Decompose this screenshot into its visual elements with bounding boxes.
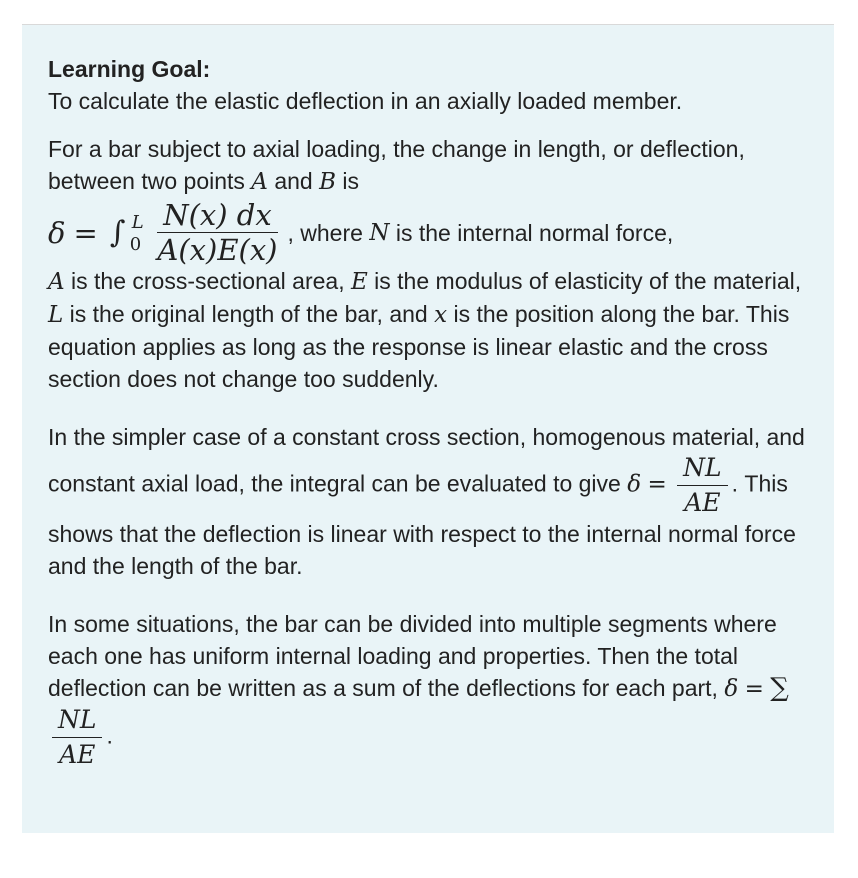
integral-lower-limit: 0	[129, 233, 142, 255]
integral-fraction	[151, 200, 283, 265]
delta-symbol: δ	[48, 215, 66, 250]
fraction-numerator: N(x) dx	[157, 200, 278, 233]
paragraph-variable-definitions	[48, 265, 808, 395]
p1-after-formula-2: is the internal normal force,	[395, 219, 674, 246]
fraction-numerator-3: NL	[52, 705, 102, 738]
fraction-numerator-2: NL	[677, 453, 727, 486]
symbol-modulus: E	[350, 269, 368, 295]
delta-symbol-3: δ	[724, 676, 739, 702]
symbol-b: B	[319, 169, 336, 195]
paragraph-segments	[48, 608, 808, 770]
paragraph-constant-case	[48, 421, 808, 582]
p1-intro: For a bar subject to axial loading, the change in length, or deflection, between two points	[48, 136, 745, 194]
symbol-a: A	[251, 169, 268, 195]
fraction-denominator: A(x)E(x)	[157, 233, 278, 267]
integral-equation	[48, 200, 808, 265]
learning-goal-heading: Learning Goal:	[48, 56, 211, 82]
sum-symbol: ∑	[770, 673, 789, 703]
delta-symbol-2: δ	[627, 471, 642, 498]
p1-is: is	[342, 168, 359, 194]
p2-after: . This shows that the deflection is linear with respect to the internal normal force and the length of the bar.	[48, 470, 796, 579]
symbol-position: x	[434, 302, 448, 328]
sum-fraction	[52, 705, 102, 770]
symbol-area: A	[48, 269, 65, 295]
symbol-length: L	[48, 302, 64, 328]
p1-rest-3: is the original length of the bar, and	[69, 301, 428, 327]
learning-goal-text: To calculate the elastic deflection in an axially loaded member.	[48, 88, 683, 114]
integral-upper-limit: L	[131, 211, 144, 233]
fraction-denominator-2: AE	[684, 488, 721, 517]
equals-sign: =	[73, 215, 98, 250]
p1-rest-1: is the cross-sectional area,	[71, 268, 345, 294]
integral-symbol: ∫ L 0	[110, 217, 126, 249]
p1-and: and	[274, 168, 313, 194]
equals-sign-3: =	[744, 676, 764, 702]
equals-sign-2: =	[647, 471, 667, 498]
nl-over-ae-fraction	[677, 453, 727, 518]
p3-intro: In some situations, the bar can be divided into multiple segments where each one has uniform internal loading and properties. Then the total deflection can be written as a sum of the deflections for each part,	[48, 611, 777, 701]
p1-rest-4: is the position along the bar. This equation applies as long as the response is linear elastic and the cross section does not change too suddenly.	[48, 301, 790, 392]
p1-rest-2: is the modulus of elasticity of the material,	[374, 268, 802, 294]
p1-after-formula-1: , where	[287, 219, 363, 246]
symbol-n: N	[369, 219, 390, 246]
fraction-denominator-3: AE	[59, 740, 96, 769]
p3-end: .	[106, 722, 113, 749]
p2-intro: In the simpler case of a constant cross section, homogenous material, and constant axial load, the integral can be evaluated to give	[48, 424, 805, 497]
learning-goal-panel	[22, 25, 834, 833]
paragraph-deflection-definition	[48, 133, 808, 198]
